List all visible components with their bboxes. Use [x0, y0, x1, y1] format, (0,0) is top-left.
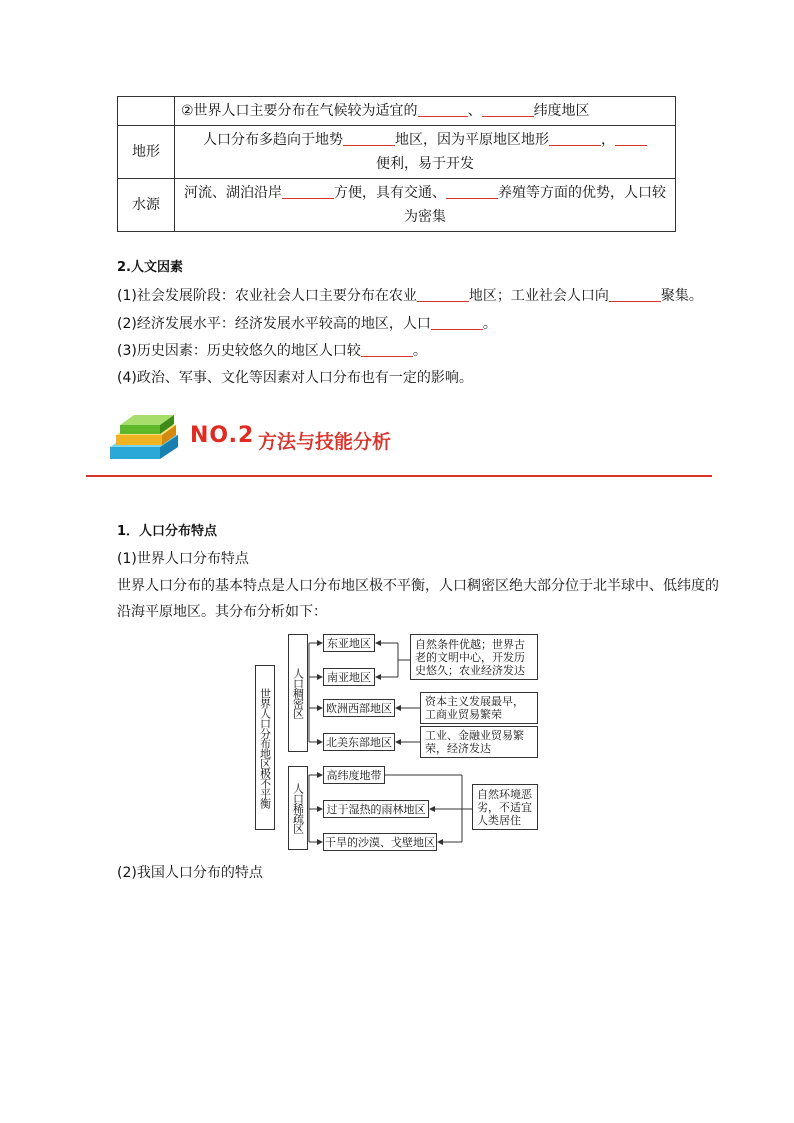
- row-label: 地形: [118, 126, 175, 179]
- text-segment: (2)经济发展水平：经济发展水平较高的地区，人口: [117, 316, 431, 332]
- row-content: [175, 97, 676, 126]
- books-icon: [104, 407, 186, 467]
- text-segment: ②世界人口主要分布在气候较为适宜的: [181, 103, 418, 119]
- sparse-item-desert: 干旱的沙漠、戈壁地区: [323, 833, 437, 851]
- text-segment: 聚集。: [660, 288, 703, 304]
- human-item-3: [117, 341, 427, 361]
- table-row: [118, 179, 676, 232]
- text-segment: 河流、湖泊沿岸: [184, 185, 282, 201]
- fill-blank[interactable]: [431, 315, 483, 330]
- fill-blank[interactable]: [361, 342, 413, 357]
- row-label: 水源: [118, 179, 175, 232]
- dense-region-node: 人口稠密区: [288, 634, 308, 752]
- text-segment: 地区，因为平原地区地形: [395, 132, 549, 148]
- fill-blank[interactable]: [615, 131, 647, 146]
- text-segment: 地区；工业社会人口向: [468, 288, 609, 304]
- text-segment: 。: [412, 343, 427, 359]
- text-segment: (3)历史因素：历史较悠久的地区人口较: [117, 343, 361, 359]
- sparse-item-rainforest: 过于湿热的雨林地区: [323, 800, 429, 818]
- table-row: [118, 126, 676, 179]
- text-segment: 为密集: [404, 209, 446, 225]
- banner-divider: [86, 475, 712, 477]
- reason-box-4: 自然环境恶劣，不适宜人类居住: [472, 784, 538, 830]
- fill-blank[interactable]: [549, 131, 601, 146]
- fill-blank[interactable]: [482, 102, 534, 117]
- natural-factors-table: [117, 96, 676, 232]
- section-banner: [100, 405, 712, 481]
- root-node: 世界人口分布地区极不平衡: [255, 665, 275, 830]
- dense-item-eastern-north-america: 北美东部地区: [323, 733, 395, 751]
- text-segment: 养殖等方面的优势，人口较: [498, 185, 666, 201]
- human-item-1: [117, 286, 703, 306]
- banner-number: NO.2: [190, 423, 255, 448]
- table-row: [118, 97, 676, 126]
- fill-blank[interactable]: [343, 131, 395, 146]
- world-paragraph: 世界人口分布的基本特点是人口分布地区极不平衡，人口稠密区绝大部分位于北半球中、低纬度的沿海平原地区。其分布分析如下：: [117, 578, 719, 620]
- text-segment: 人口分布多趋向于地势: [203, 132, 343, 148]
- fill-blank[interactable]: [446, 184, 498, 199]
- human-item-4: (4)政治、军事、文化等因素对人口分布也有一定的影响。: [117, 370, 473, 386]
- sparse-region-node: 人口稀疏区: [288, 766, 308, 850]
- fill-blank[interactable]: [609, 287, 661, 302]
- text-segment: 、: [467, 103, 482, 119]
- section-heading: 1．人口分布特点: [117, 524, 218, 539]
- subheading-china: (2)我国人口分布的特点: [117, 865, 263, 881]
- text-segment: ，: [601, 132, 615, 148]
- fill-blank[interactable]: [282, 184, 334, 199]
- human-factors-heading: 2.人文因素: [117, 260, 183, 275]
- dense-item-western-europe: 欧洲西部地区: [323, 699, 395, 717]
- subheading-world: (1)世界人口分布特点: [117, 551, 249, 567]
- dense-item-east-asia: 东亚地区: [323, 634, 375, 652]
- dense-item-south-asia: 南亚地区: [323, 668, 375, 686]
- text-segment: 方便，具有交通、: [334, 185, 446, 201]
- population-distribution-diagram: [250, 630, 550, 860]
- fill-blank[interactable]: [417, 287, 469, 302]
- text-segment: 便利，易于开发: [376, 156, 474, 172]
- fill-blank[interactable]: [418, 102, 468, 117]
- reason-box-3: 工业、金融业贸易繁荣，经济发达: [420, 726, 538, 758]
- row-label: [118, 97, 175, 126]
- row-content: [175, 179, 676, 232]
- human-item-2: [117, 314, 497, 334]
- reason-box-1: 自然条件优越；世界古老的文明中心，开发历史悠久；农业经济发达: [410, 634, 538, 680]
- sparse-item-high-latitude: 高纬度地带: [323, 766, 385, 784]
- banner-title: 方法与技能分析: [258, 431, 392, 453]
- reason-box-2: 资本主义发展最早，工商业贸易繁荣: [420, 692, 538, 724]
- text-segment: 纬度地区: [533, 103, 590, 119]
- row-content: [175, 126, 676, 179]
- text-segment: (1)社会发展阶段：农业社会人口主要分布在农业: [117, 288, 417, 304]
- text-segment: 。: [482, 316, 497, 332]
